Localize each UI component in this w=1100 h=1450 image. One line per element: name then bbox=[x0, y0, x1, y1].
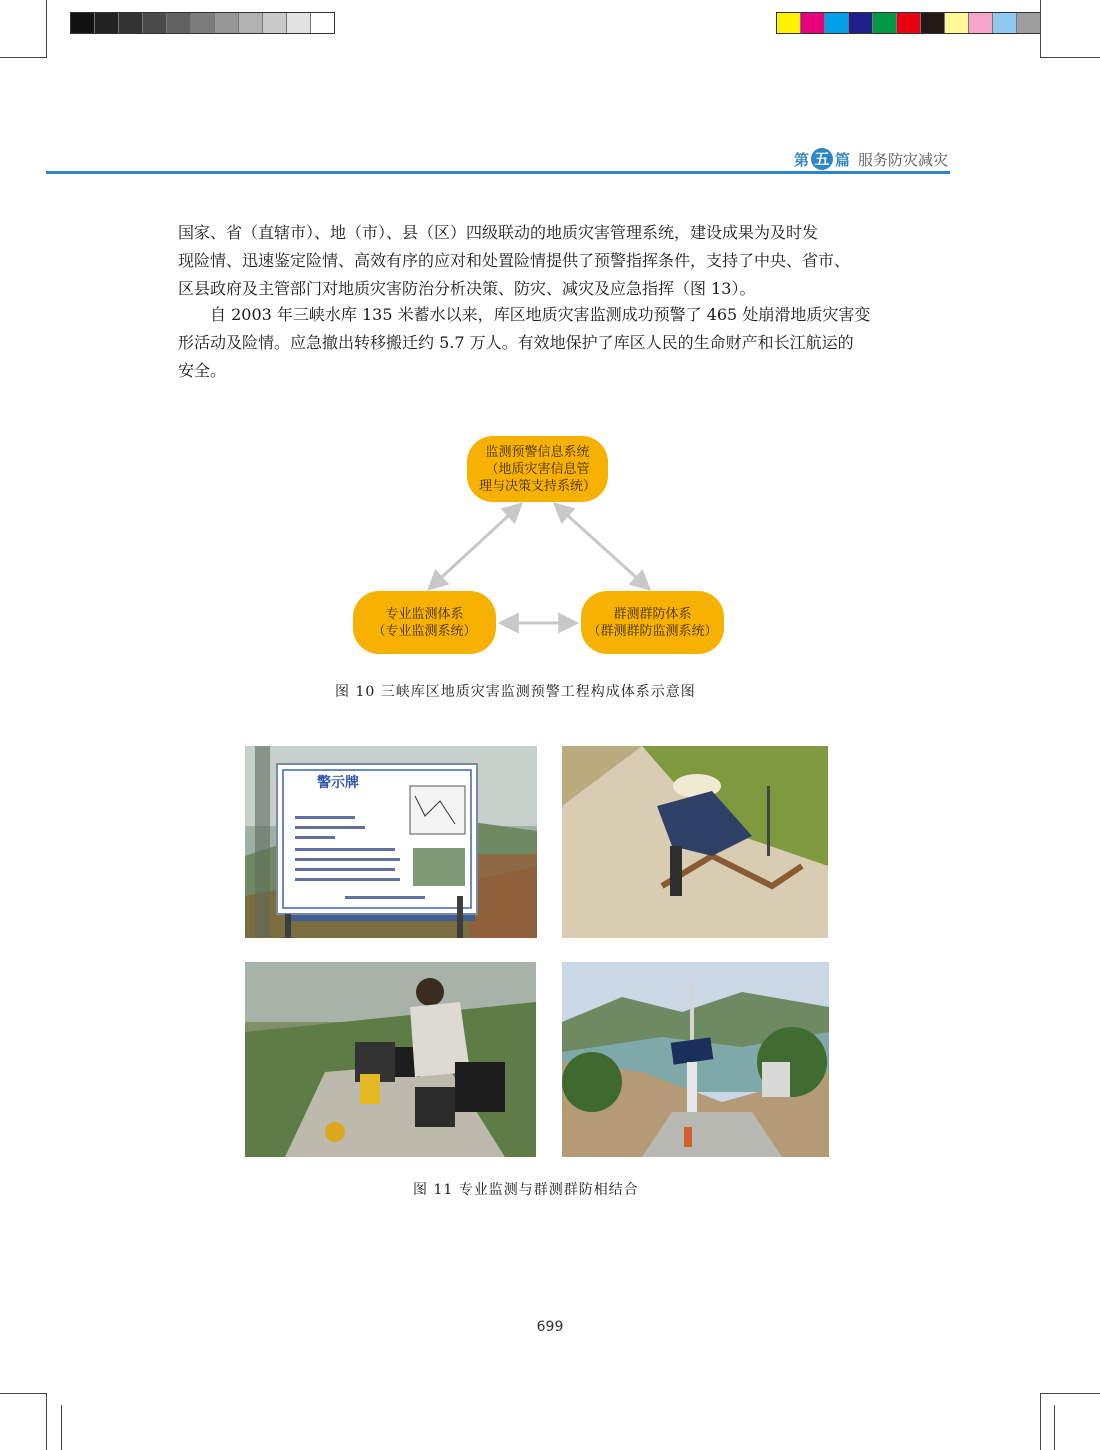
figure-10-caption: 图 10 三峡库区地质灾害监测预警工程构成体系示意图 bbox=[335, 684, 696, 700]
text-line: 自 2003 年三峡水库 135 米蓄水以来，库区地质灾害监测成功预警了 465 处崩滑地质灾害变 bbox=[210, 305, 871, 324]
text-line: 安全。 bbox=[178, 361, 227, 380]
photo-monitoring-station bbox=[562, 962, 829, 1157]
arrow-top-left bbox=[430, 505, 520, 588]
figure-11-caption: 图 11 专业监测与群测群防相结合 bbox=[413, 1182, 639, 1198]
node-monitoring-warning-system: 监测预警信息系统 （地质灾害信息管 理与决策支持系统） bbox=[467, 436, 608, 502]
node-mass-monitoring: 群测群防体系 （群测群防监测系统） bbox=[581, 591, 724, 654]
text-line: 区县政府及主管部门对地质灾害防治分析决策、防灾、减灾及应急指挥（图 13）。 bbox=[178, 279, 756, 298]
text-line: 现险情、迅速鉴定险情、高效有序的应对和处置险情提供了预警指挥条件，支持了中央、省市、 bbox=[178, 251, 851, 270]
part-number-badge: 五 bbox=[811, 148, 833, 170]
arrow-top-right bbox=[556, 505, 648, 588]
node-professional-monitoring: 专业监测体系 （专业监测系统） bbox=[353, 591, 496, 654]
text-line: 形活动及险情。应急撤出转移搬迁约 5.7 万人。有效地保护了库区人民的生命财产和长江航运的 bbox=[178, 333, 854, 352]
photo-warning-sign bbox=[245, 746, 537, 938]
photo-field-inspection bbox=[562, 746, 828, 938]
page-number: 699 bbox=[536, 1319, 564, 1335]
part-suffix: 篇 bbox=[834, 150, 850, 169]
text-line: 国家、省（直辖市）、地（市）、县（区）四级联动的地质灾害管理系统，建设成果为及时发 bbox=[178, 223, 819, 242]
part-prefix: 第 bbox=[793, 150, 809, 169]
section-title: 服务防灾减灾 bbox=[857, 150, 948, 169]
sign-title: 警示牌 bbox=[317, 775, 359, 791]
photo-instrument-monitoring bbox=[245, 962, 536, 1157]
